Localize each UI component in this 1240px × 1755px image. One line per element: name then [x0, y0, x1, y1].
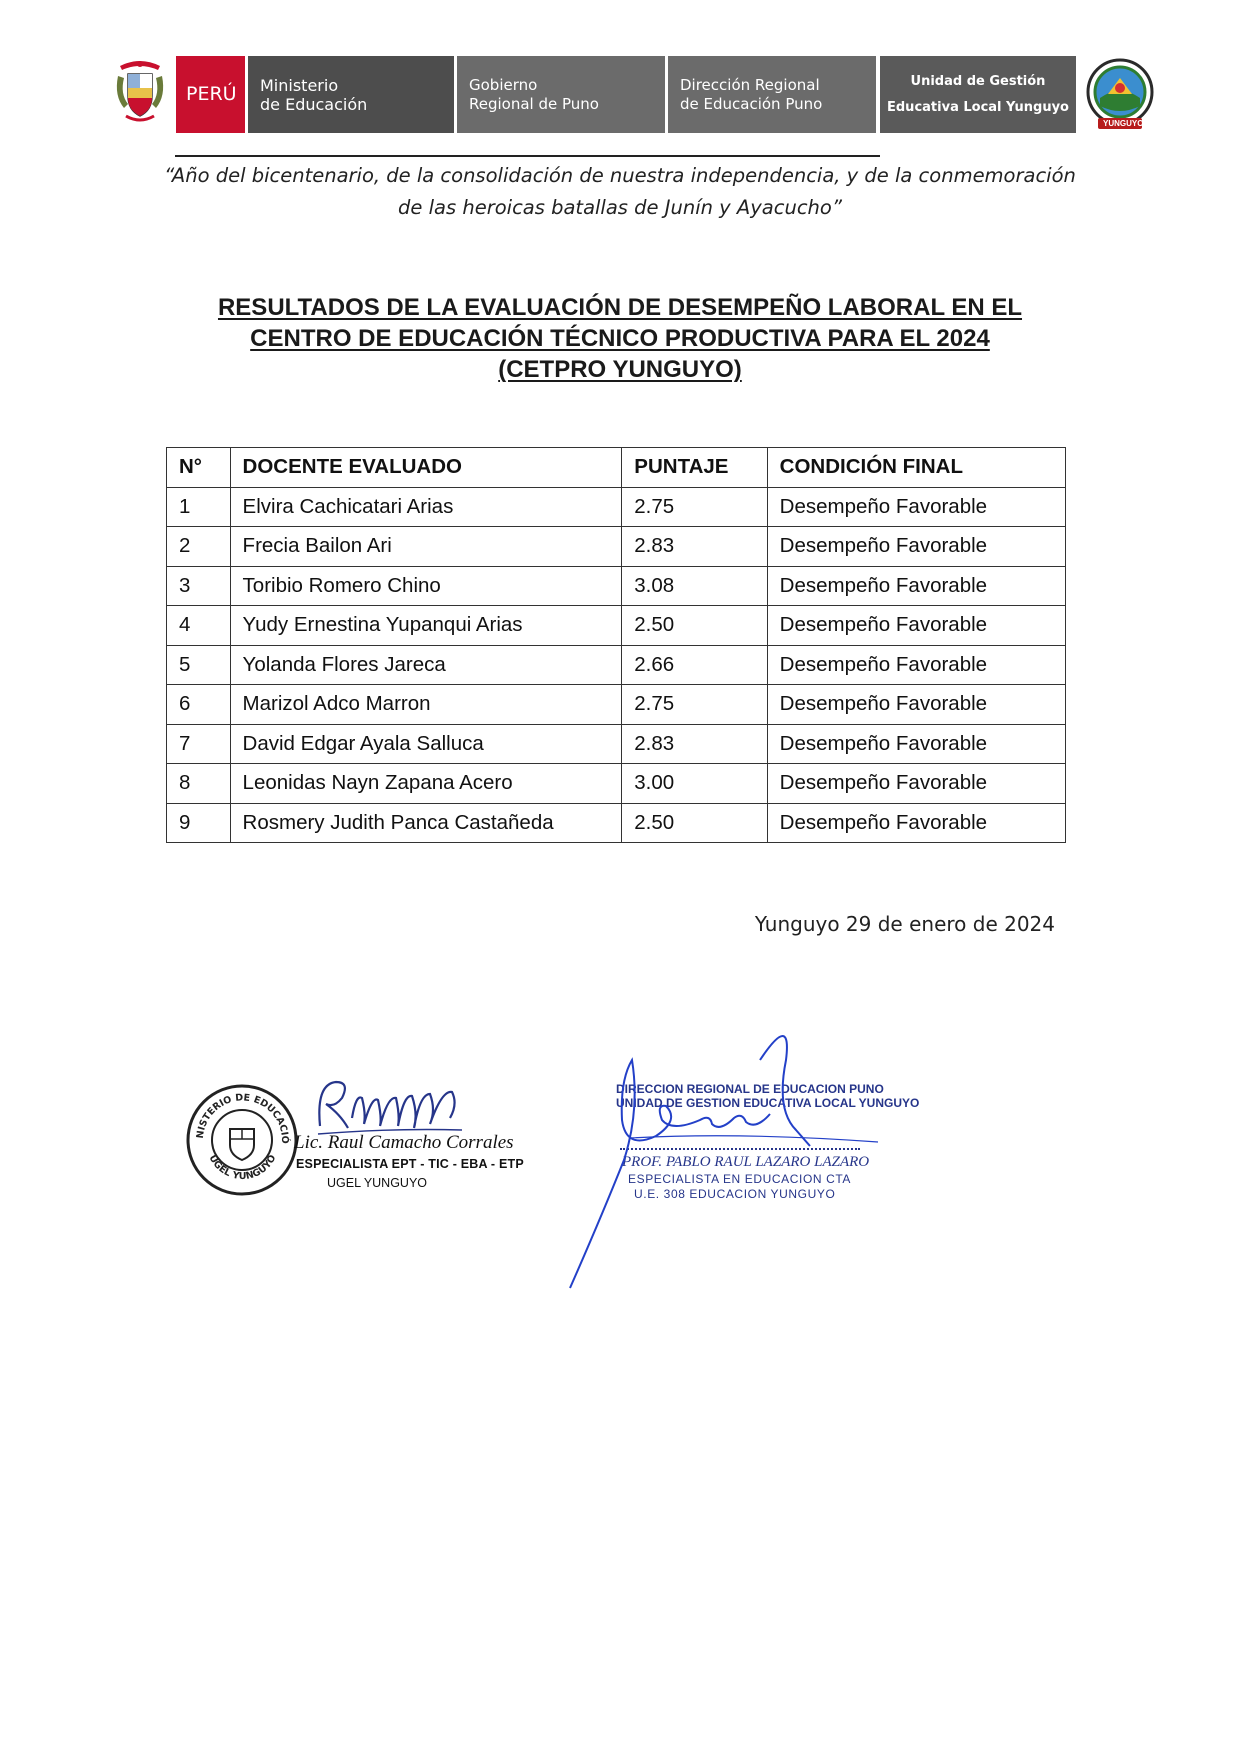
left-signer-role: ESPECIALISTA EPT - TIC - EBA - ETP	[296, 1157, 524, 1171]
row-puntaje: 3.00	[622, 764, 767, 804]
row-condicion: Desempeño Favorable	[767, 724, 1065, 764]
right-signer-name: PROF. PABLO RAUL LAZARO LAZARO	[622, 1154, 870, 1170]
ministerio-educacion-label: Ministerio de Educación	[248, 56, 454, 133]
row-docente: Toribio Romero Chino	[230, 566, 622, 606]
ugel-pedagogic-seal-icon	[185, 1083, 300, 1198]
row-number: 3	[167, 566, 231, 606]
table-row	[167, 606, 1066, 646]
right-handwritten-signature	[560, 1020, 900, 1300]
table-row	[167, 724, 1066, 764]
table-header-row	[167, 448, 1066, 488]
row-puntaje: 2.50	[622, 606, 767, 646]
header-divider	[175, 155, 880, 157]
row-docente: Marizol Adco Marron	[230, 685, 622, 725]
row-number: 7	[167, 724, 231, 764]
row-number: 6	[167, 685, 231, 725]
peru-coat-of-arms-icon	[112, 56, 168, 124]
ugel-logo-text: YUNGUYO	[1103, 119, 1144, 128]
ugel-yunguyo-logo-icon	[1086, 58, 1154, 132]
row-docente: Rosmery Judith Panca Castañeda	[230, 803, 622, 843]
row-docente: Leonidas Nayn Zapana Acero	[230, 764, 622, 804]
row-condicion: Desempeño Favorable	[767, 685, 1065, 725]
seal-top-text: NISTERIO DE EDUCACIÓ	[194, 1092, 291, 1144]
right-signer-org: U.E. 308 EDUCACION YUNGUYO	[634, 1187, 836, 1201]
table-row	[167, 645, 1066, 685]
table-row	[167, 803, 1066, 843]
right-signer-role: ESPECIALISTA EN EDUCACION CTA	[628, 1172, 851, 1186]
right-stamp-line-1: DIRECCION REGIONAL DE EDUCACION PUNO	[616, 1082, 884, 1096]
left-signer-name: Lic. Raul Camacho Corrales	[294, 1132, 514, 1153]
row-condicion: Desempeño Favorable	[767, 566, 1065, 606]
table-row	[167, 527, 1066, 567]
row-docente: Yudy Ernestina Yupanqui Arias	[230, 606, 622, 646]
row-number: 2	[167, 527, 231, 567]
table-row	[167, 764, 1066, 804]
row-number: 1	[167, 487, 231, 527]
peru-label: PERÚ	[176, 56, 245, 133]
row-docente: Yolanda Flores Jareca	[230, 645, 622, 685]
row-puntaje: 2.50	[622, 803, 767, 843]
row-puntaje: 2.83	[622, 724, 767, 764]
row-number: 4	[167, 606, 231, 646]
ugel-label: Unidad de Gestión Educativa Local Yunguyo	[880, 56, 1076, 133]
year-slogan	[150, 160, 1090, 224]
title-line-3: (CETPRO YUNGUYO)	[498, 356, 742, 383]
table-row	[167, 566, 1066, 606]
slogan-line-1: “Año del bicentenario, de la consolidación de nuestra independencia, y de la conmemoración	[164, 164, 1076, 187]
row-docente: Elvira Cachicatari Arias	[230, 487, 622, 527]
row-condicion: Desempeño Favorable	[767, 487, 1065, 527]
row-number: 8	[167, 764, 231, 804]
row-condicion: Desempeño Favorable	[767, 803, 1065, 843]
table-row	[167, 487, 1066, 527]
svg-text:MINISTERIO DE EDUCACIÓN	[185, 1083, 291, 1144]
row-puntaje: 3.08	[622, 566, 767, 606]
gobierno-regional-label: Gobierno Regional de Puno	[457, 56, 665, 133]
title-line-2: CENTRO DE EDUCACIÓN TÉCNICO PRODUCTIVA PARA EL 2024	[250, 325, 990, 352]
table-row	[167, 685, 1066, 725]
title-line-1: RESULTADOS DE LA EVALUACIÓN DE DESEMPEÑO LABORAL EN EL	[217, 294, 1023, 321]
left-signer-org: UGEL YUNGUYO	[327, 1176, 428, 1190]
row-number: 5	[167, 645, 231, 685]
header-number: N°	[167, 448, 231, 488]
document-title	[150, 292, 1090, 385]
svg-text:UGEL YUNGUYO	[207, 1153, 279, 1182]
row-condicion: Desempeño Favorable	[767, 764, 1065, 804]
header-condicion: CONDICIÓN FINAL	[767, 448, 1065, 488]
results-table	[166, 447, 1066, 843]
row-puntaje: 2.66	[622, 645, 767, 685]
row-docente: David Edgar Ayala Salluca	[230, 724, 622, 764]
left-handwritten-signature	[312, 1074, 472, 1140]
row-puntaje: 2.75	[622, 685, 767, 725]
document-date: Yunguyo 29 de enero de 2024	[754, 912, 1055, 936]
row-condicion: Desempeño Favorable	[767, 645, 1065, 685]
header-docente: DOCENTE EVALUADO	[230, 448, 622, 488]
row-condicion: Desempeño Favorable	[767, 527, 1065, 567]
row-number: 9	[167, 803, 231, 843]
row-puntaje: 2.83	[622, 527, 767, 567]
row-docente: Frecia Bailon Ari	[230, 527, 622, 567]
row-condicion: Desempeño Favorable	[767, 606, 1065, 646]
row-puntaje: 2.75	[622, 487, 767, 527]
slogan-line-2: de las heroicas batallas de Junín y Ayacucho”	[398, 196, 842, 219]
seal-bottom-text: UGEL YUNGUYO	[206, 1153, 279, 1183]
header-puntaje: PUNTAJE	[622, 448, 767, 488]
direccion-regional-label: Dirección Regional de Educación Puno	[668, 56, 876, 133]
right-stamp-line-2: UNIDAD DE GESTION EDUCATIVA LOCAL YUNGUYO	[616, 1096, 920, 1110]
